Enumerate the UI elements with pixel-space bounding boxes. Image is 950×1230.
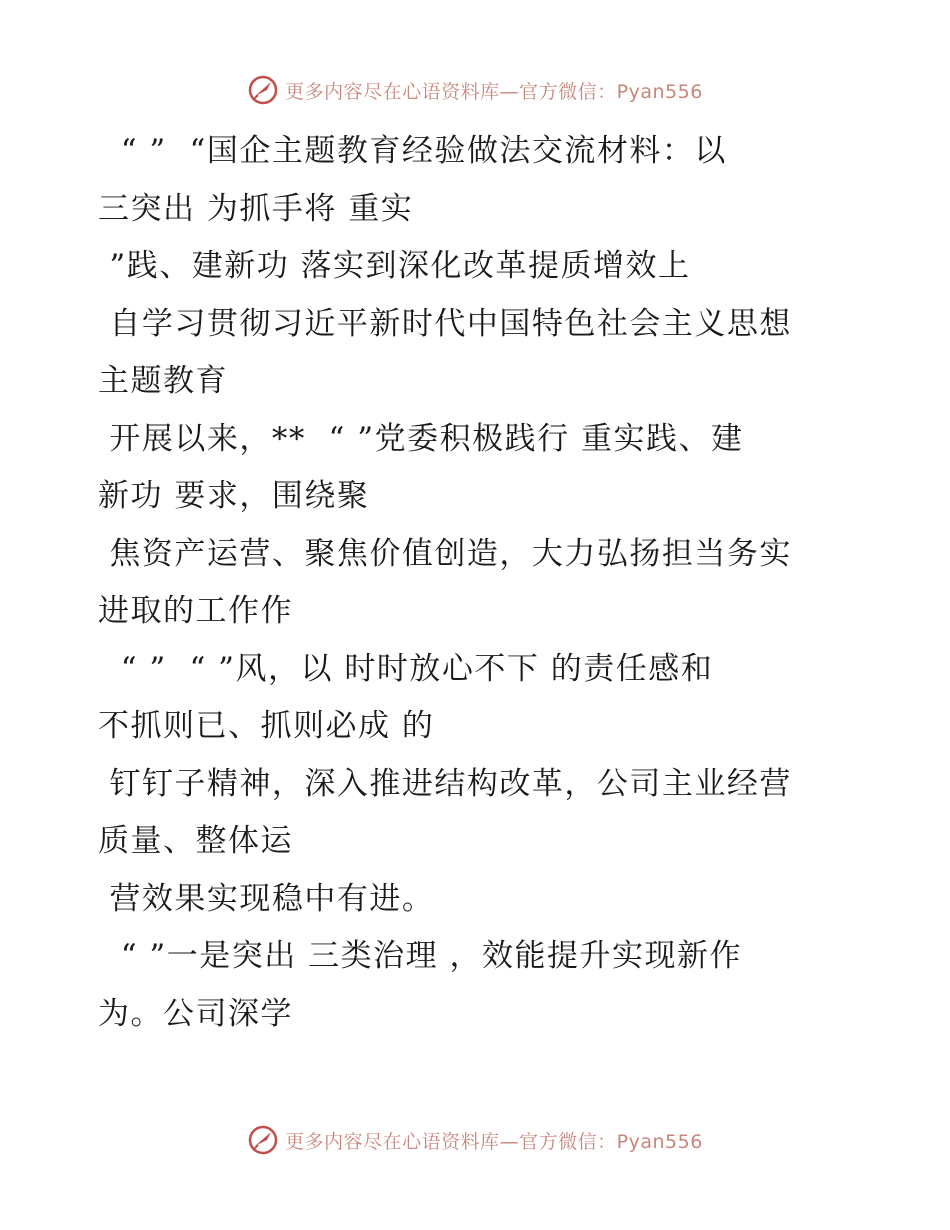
text-line: 钉钉子精神，深入推进结构改革，公司主业经营 bbox=[98, 765, 792, 802]
text-line: 新功 要求，围绕聚 bbox=[98, 478, 370, 514]
watermark-text: 更多内容尽在心语资料库—官方微信：Pyan556 bbox=[285, 80, 703, 103]
watermark-text: 更多内容尽在心语资料库—官方微信：Pyan556 bbox=[285, 1130, 703, 1153]
text-line: 营效果实现稳中有进。 bbox=[98, 880, 435, 917]
text-line: ”践、建新功 落实到深化改革提质增效上 bbox=[98, 248, 691, 284]
text-line: 为。公司深学 bbox=[98, 995, 293, 1032]
document-body bbox=[98, 123, 868, 1043]
quill-logo-icon bbox=[247, 74, 279, 106]
text-line: 三突出 为抓手将 重实 bbox=[98, 190, 414, 227]
text-line: 主题教育 bbox=[98, 363, 228, 399]
text-line: 不抓则已、抓则必成 的 bbox=[98, 708, 435, 744]
text-line: “ ”一是突出 三类治理 ，效能提升实现新作 bbox=[98, 938, 742, 974]
quill-logo-icon bbox=[247, 1124, 279, 1156]
text-line: 质量、整体运 bbox=[98, 823, 293, 859]
text-line: 进取的工作作 bbox=[98, 593, 293, 629]
text-line: “ ” “ ”风，以 时时放心不下 的责任感和 bbox=[98, 650, 714, 687]
text-line: 自学习贯彻习近平新时代中国特色社会主义思想 bbox=[98, 305, 792, 342]
footer-watermark bbox=[0, 1120, 950, 1160]
header-watermark bbox=[0, 70, 950, 110]
text-line: 焦资产运营、聚焦价值创造，大力弘扬担当务实 bbox=[98, 535, 792, 572]
text-line: 开展以来，** “ ”党委积极践行 重实践、建 bbox=[98, 420, 744, 457]
text-line: “ ” “国企主题教育经验做法交流材料：以 bbox=[98, 133, 727, 169]
